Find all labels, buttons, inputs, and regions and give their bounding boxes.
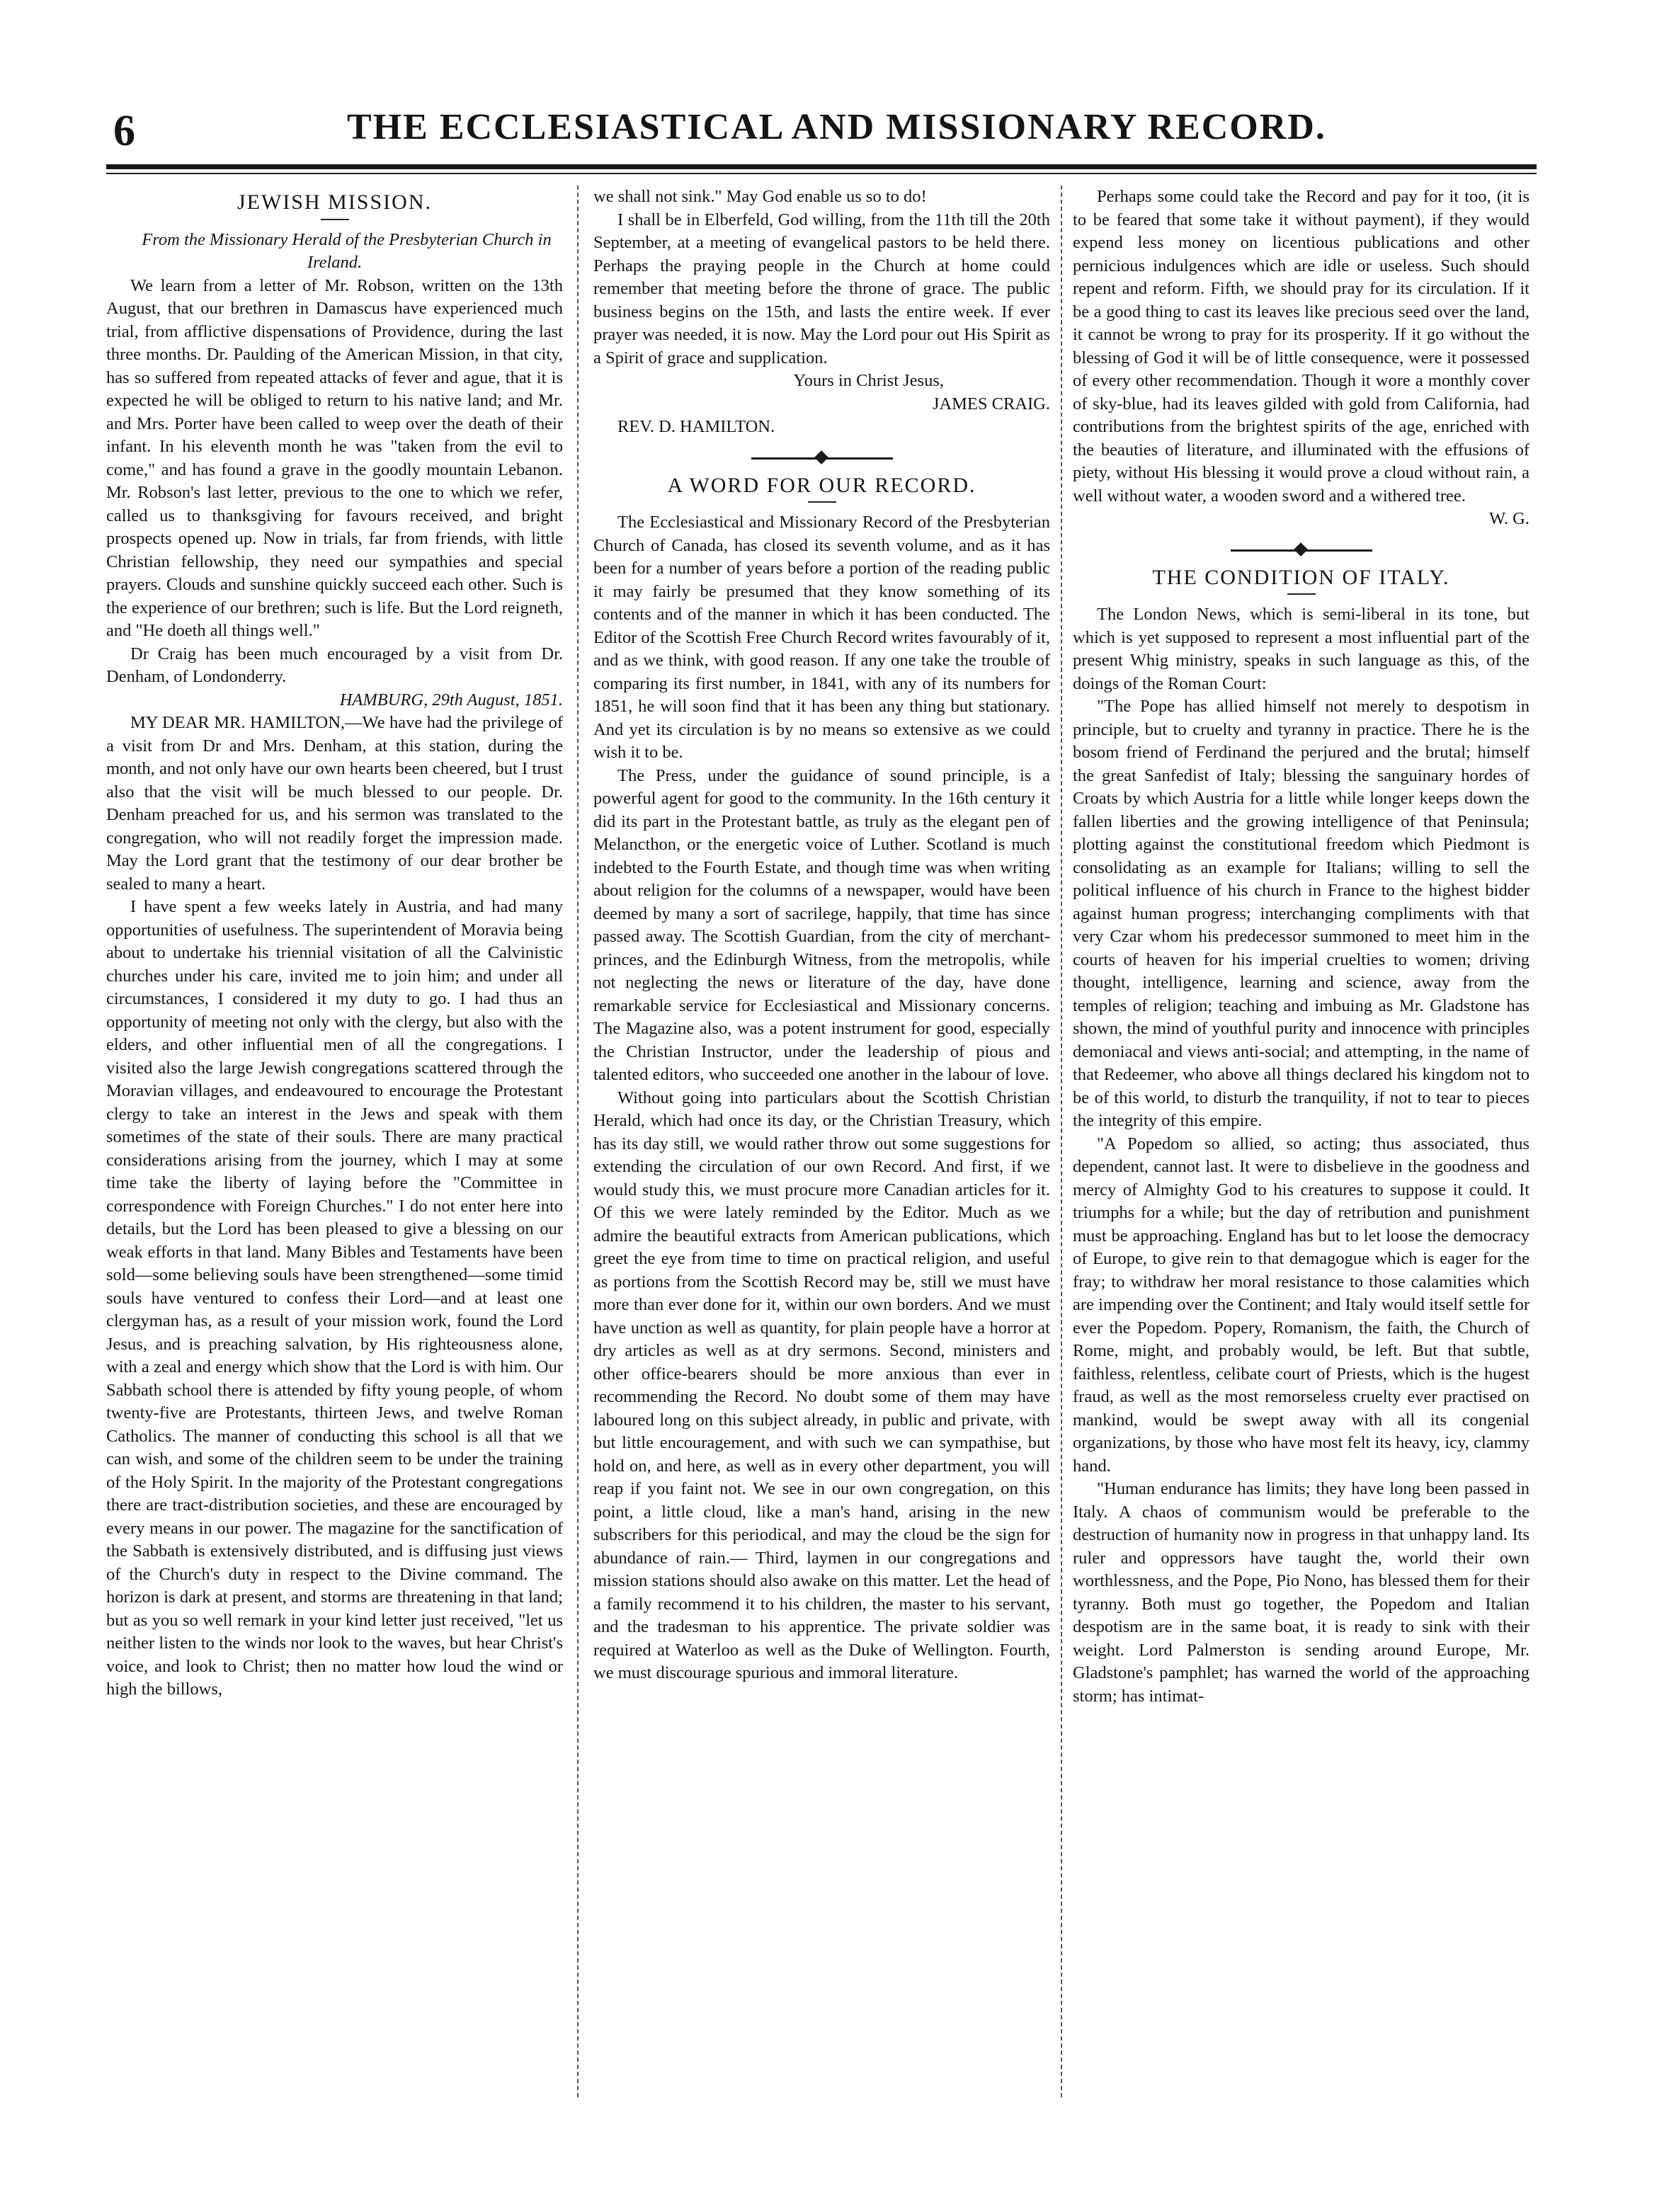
letter-paragraph: I have spent a few weeks lately in Austria, and had many opportunities of usefulness. The superintendent of Moravia being about to undertake his triennial visitation of all the Calvinistic churches under his care, invited me to join him; and under all circumstances, I considered it my duty to go. I had thus an opportunity of meeting not only with the clergy, but also with the elders, and other influential men of all the congregations. I visited also the large Jewish congregations scattered through the Moravian villages, and endeavoured to encourage the Protestant clergy to take an interest in the Jews and speak with them sometimes of the state of their souls. There are many practical considerations arising from the journey, which I may at some time take the liberty of laying before the "Committee in correspondence with Foreign Churches." I do not enter here into details, but the Lord has been pleased to give a blessing on our weak efforts in that land. Many Bibles and Testaments have been sold—some believing souls have been strengthened—some timid souls have ventured to confess their Lord—and at least one clergyman has, as a result of your mission work, found the Lord Jesus, and is preaching salvation, by His righteousness alone, with a zeal and energy which show that the Lord is with him. Our Sabbath school there is attended by fifty young people, of whom twenty-five are Protestants, thirteen Jews, and twelve Roman Catholics. The manner of conducting this school is all that we can wish, and some of the children seem to be under the training of the Holy Spirit. In the majority of the Protestant congregations there are tract-distribution societies, and these are encouraged by every means in our power. The magazine for the sanctification of the Sabbath is extensively distributed, and is diffusing just views of the Church's duty in respect to the Divine command. The horizon is dark at present, and storms are threatening in that land; but as you so well remark in your kind letter just received, "let us neither listen to the winds nor look to the waves, but hear Christ's voice, and look to Christ; then no matter how loud the wind or high the billows, (106, 897, 563, 1699)
article-paragraph: Dr Craig has been much encouraged by a visit from Dr. Denham, of Londonderry. (106, 644, 563, 686)
letter-addressee: REV. D. HAMILTON. (617, 417, 775, 436)
article-heading-word-for-record: A WORD FOR OUR RECORD. (667, 473, 976, 497)
heading-dash (321, 219, 349, 220)
letter-closing: Yours in Christ Jesus, (793, 371, 944, 390)
letter-paragraph: I shall be in Elberfeld, God willing, from the 11th till the 20th September, at a meeting of evangelical pastors to be held there. Perhaps the praying people in the Church at home could remember that meeting before the throne of grace. The public business begins on the 15th, and lasts the entire week. If ever prayer was needed, it is now. May the Lord pour out His Spirit as a Spirit of grace and supplication. (593, 210, 1050, 367)
article-paragraph: Perhaps some could take the Record and pay for it too, (it is to be feared that some take it without payment), if they would expend less money on licentious publications and other pernicious indulgences which are idle or useless. Such should repent and reform. Fifth, we should pray for its circulation. If it be a good thing to cast its leaves like precious seed over the land, it cannot be wrong to pray for its prosperity. If it go without the blessing of God it will be of little consequence, were it possessed of every other recommendation. Though it wore a monthly cover of sky-blue, had its leaves gilded with gold from California, had contributions from the brightest spirits of the age, enriched with the beauties of literature, and illuminated with the effusions of piety, without His blessing it would prove a cloud without rain, a well without water, a wooden sword and a withered tree. (1073, 187, 1530, 506)
column-3 (1073, 186, 1530, 2097)
section-ornament (751, 449, 893, 467)
article-signature: W. G. (1489, 509, 1530, 528)
article-source: From the Missionary Herald of the Presbyterian Church in Ireland. (142, 229, 552, 272)
publication-title: THE ECCLESIASTICAL AND MISSIONARY RECORD. (347, 107, 1326, 147)
page-header (106, 106, 1537, 163)
article-paragraph: The London News, which is semi-liberal in its tone, but which is yet supposed to represent a most influential part of the present Whig ministry, speaks in such language as this, of the doings of the Roman Court: (1073, 605, 1530, 693)
page-number: 6 (113, 107, 135, 155)
header-rule-thick (106, 164, 1537, 169)
article-paragraph: Without going into particulars about the Scottish Christian Herald, which had once its day, or the Christian Treasury, which has its day still, we would rather throw out some suggestions for extending the circulation of our own Record. And first, if we would study this, we must procure more Canadian articles for it. Of this we were lately reminded by the Editor. Much as we admire the beautiful extracts from American publications, which greet the eye from time to time on practical religion, and useful as portions from the Scottish Record may be, still we must have more than ever done for it, within our own borders. And we must have unction as well as quantity, for plain people have a horror at dry articles as well as at dry sermons. Second, ministers and other office-bearers should be more anxious than ever in recommending the Record. No doubt some of them may have laboured long on this subject already, in public and private, with but little encouragement, and with such we can sympathise, but hold on, and here, as well as in every other department, you will reap if you faint not. We see in our own congregation, on this point, a little cloud, like a man's hand, arising in the new subscribers for this periodical, and may the cloud be the sign for abundance of rain.— Third, laymen in our congregations and mission stations should also awake on this matter. Let the head of a family recommend it to his children, the master to his servant, and the tradesman to his apprentice. The private soldier was required at Waterloo as well as the Duke of Wellington. Fourth, we must discourage spurious and immoral literature. (593, 1088, 1050, 1682)
column-divider-1 (577, 186, 579, 2097)
column-1 (106, 186, 563, 2097)
quoted-paragraph: "A Popedom so allied, so acting; thus associated, thus dependent, cannot last. It were to disbelieve in the goodness and mercy of Almighty God to his creatures to suppose it could. It triumphs for a while; but the day of retribution and punishment must be approaching. England has but to let loose the democracy of Europe, to give rein to that demagogue which is eager for the fray; to withdraw her moral resistance to those calamities which are impending over the Continent; and Italy would itself settle for ever the Popedom. Popery, Romanism, the faith, the Church of Rome, might, and probably would, be left. But that subtle, faithless, relentless, celibate court of Priests, which is the hugest fraud, as well as the most remorseless cruelty ever practised on mankind, would be swept away with all its congenial organizations, by those who have most felt its heavy, icy, clammy hand. (1073, 1134, 1530, 1476)
letter-signature: JAMES CRAIG. (932, 394, 1050, 414)
article-heading-condition-of-italy: THE CONDITION OF ITALY. (1152, 565, 1450, 589)
header-rule-thin (106, 173, 1537, 174)
letter-dateline: HAMBURG, 29th August, 1851. (339, 690, 563, 709)
column-divider-2 (1061, 186, 1062, 2097)
article-paragraph: The Ecclesiastical and Missionary Record of the Presbyterian Church of Canada, has closed its seventh volume, and as it has been for a number of years before a portion of the reading public it may fairly be presumed that they know something of its contents and of the manner in which it has been conducted. The Editor of the Scottish Free Church Record writes favourably of it, and as we think, with good reason. If any one take the trouble of comparing its first number, in 1841, with any of its numbers for 1851, he will soon find that it has been any thing but stationary. And yet its circulation is by no means so extensive as we could wish it to be. (593, 513, 1050, 762)
quoted-paragraph: "Human endurance has limits; they have long been passed in Italy. A chaos of communism would be preferable to the destruction of humanity now in progress in that unhappy land. Its ruler and oppressors have taught the, world their own worthlessness, and the Pope, Pio Nono, has blessed them for their tyranny. Both must go together, the Popedom and Italian despotism are in the same boat, it is ready to sink with their weight. Lord Palmerston is sending around Europe, Mr. Gladstone's pamphlet; has warned the world of the approaching storm; has intimat- (1073, 1479, 1530, 1706)
heading-dash (808, 501, 836, 503)
article-paragraph: We learn from a letter of Mr. Robson, written on the 13th August, that our brethren in Damascus have experienced much trial, from afflictive dispensations of Providence, during the last three months. Dr. Paulding of the American Mission, in that city, has so suffered from repeated attacks of fever and ague, that it is expected he will be obliged to return to his native land; and Mr. and Mrs. Porter have been called to weep over the death of their infant. In his eleventh month he was "taken from the evil to come," and has found a grave in the goodly mountain Lebanon. Mr. Robson's last letter, previous to the one to which we refer, called us to thanksgiving for favours received, and bright prospects opened up. Now in trials, far from friends, with little Christian fellowship, they need our sympathies and special prayers. Clouds and sunshine quickly succeed each other. Such is the experience of our brethren; such is life. But the Lord reigneth, and "He doeth all things well." (106, 275, 563, 640)
column-2 (593, 186, 1050, 2097)
heading-dash (1287, 593, 1316, 595)
article-heading-jewish-mission: JEWISH MISSION. (237, 190, 432, 214)
letter-paragraph: MY DEAR MR. HAMILTON,—We have had the privilege of a visit from Dr and Mrs. Denham, at this station, during the month, and not only have our own hearts been cheered, but I trust also that the visit will be much blessed to our people. Dr. Denham preached for us, and his sermon was translated to the congregation, who will not readily forget the impression made. May the Lord grant that the testimony of our dear brother be sealed to many a heart. (106, 713, 563, 894)
letter-paragraph: we shall not sink." May God enable us so to do! (593, 187, 927, 206)
article-paragraph: The Press, under the guidance of sound principle, is a powerful agent for good to the community. In the 16th century it did its part in the Protestant battle, as truly as the elegant pen of Melancthon, or the energetic voice of Luther. Scotland is much indebted to the Fourth Estate, and though time was when writing about religion for the columns of a newspaper, would have been deemed by many a sort of sacrilege, happily, that time has since passed away. The Scottish Guardian, from the city of merchant-princes, and the Edinburgh Witness, from the metropolis, while not neglecting the news or literature of the day, have done remarkable service for Ecclesiastical and Missionary concerns. The Magazine also, was a potent instrument for good, especially the Christian Instructor, under the leadership of pious and talented editors, who succeeded one another in the labour of love. (593, 765, 1050, 1084)
section-ornament (1231, 541, 1372, 559)
quoted-paragraph: "The Pope has allied himself not merely to despotism in principle, but to cruelty and tyranny in practice. There he is the bosom friend of Ferdinand the perjured and the brutal; himself the great Sanfedist of Italy; blessing the sanguinary hordes of Croats by which Austria for a little while longer keeps down the fallen liberties and the growing intelligence of that Peninsula; plotting against the constitutional freedom which Piedmont is consolidating as an example for Italians; willing to sell the political influence of his church in France to the highest bidder against human progress; interchanging compliments with that very Czar whom his predecessor summoned to meet him in the courts of heaven for his imperial cruelties to women; driving thought, intelligence, learning and science, away from the temples of religion; teaching and imbuing as Mr. Gladstone has shown, the mind of youthful purity and innocence with principles demoniacal and views anti-social; and attempting, in the name of that Redeemer, who above all things declared his kingdom not to be of this world, to disturb the tranquility, if not to tear to pieces the integrity of this empire. (1073, 697, 1530, 1130)
